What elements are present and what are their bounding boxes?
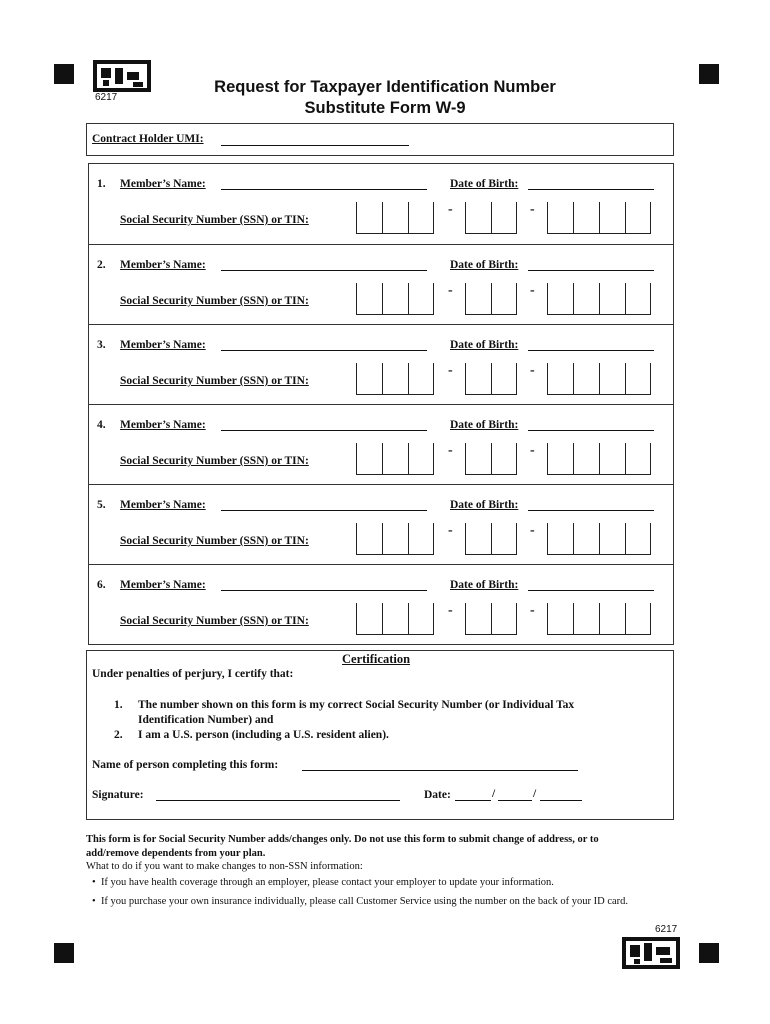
member-section <box>88 565 674 645</box>
contract-holder-label: Contract Holder UMI: <box>92 133 204 145</box>
ssn-label: Social Security Number (SSN) or TIN: <box>120 375 309 387</box>
member-number: 6. <box>97 579 106 591</box>
notes-bullet-1-text: If you have health coverage through an employer, please contact your employer to update your information. <box>100 877 554 888</box>
notes-bullet-2 <box>92 896 628 907</box>
ssn-group-1[interactable] <box>356 283 434 315</box>
ssn-label: Social Security Number (SSN) or TIN: <box>120 455 309 467</box>
date-of-birth-label: Date of Birth: <box>450 419 519 431</box>
date-year-field[interactable] <box>540 789 582 801</box>
member-number: 5. <box>97 499 106 511</box>
member-name-field[interactable] <box>221 259 427 271</box>
member-name-label: Member’s Name: <box>120 339 206 351</box>
date-of-birth-label: Date of Birth: <box>450 499 519 511</box>
ssn-group-1[interactable] <box>356 363 434 395</box>
ssn-label: Social Security Number (SSN) or TIN: <box>120 535 309 547</box>
ssn-group-2[interactable] <box>465 283 517 315</box>
date-of-birth-field[interactable] <box>528 339 654 351</box>
certification-item-2 <box>114 728 389 743</box>
member-section <box>88 325 674 405</box>
bullet-dot-icon: • <box>92 896 96 907</box>
bullet-dot-icon: • <box>92 877 96 888</box>
certification-intro: Under penalties of perjury, I certify that: <box>92 668 294 680</box>
certification-item-1 <box>114 698 575 728</box>
ssn-group-1[interactable] <box>356 443 434 475</box>
member-name-label: Member’s Name: <box>120 178 206 190</box>
date-of-birth-field[interactable] <box>528 499 654 511</box>
form-title: Request for Taxpayer Identification Number <box>214 78 556 96</box>
member-section <box>88 485 674 565</box>
date-of-birth-label: Date of Birth: <box>450 178 519 190</box>
completer-name-field[interactable] <box>302 759 578 771</box>
date-label: Date: <box>424 789 451 801</box>
signature-label: Signature: <box>92 789 144 801</box>
notes-bold-line-2: add/remove dependents from your plan. <box>86 848 266 859</box>
member-name-label: Member’s Name: <box>120 579 206 591</box>
member-name-field[interactable] <box>221 339 427 351</box>
member-number: 2. <box>97 259 106 271</box>
ssn-separator: - <box>530 283 535 298</box>
completer-name-label: Name of person completing this form: <box>92 759 279 771</box>
ssn-group-2[interactable] <box>465 202 517 234</box>
ssn-group-1[interactable] <box>356 603 434 635</box>
certification-item-1-line-1: The number shown on this form is my correct Social Security Number (or Individual Tax <box>138 699 575 711</box>
member-number: 3. <box>97 339 106 351</box>
member-name-field[interactable] <box>221 419 427 431</box>
member-name-label: Member’s Name: <box>120 499 206 511</box>
ssn-group-3[interactable] <box>547 443 651 475</box>
member-number: 1. <box>97 178 106 190</box>
ssn-label: Social Security Number (SSN) or TIN: <box>120 615 309 627</box>
ssn-group-3[interactable] <box>547 283 651 315</box>
certification-item-1-line-2: Identification Number) and <box>138 714 274 726</box>
ssn-separator: - <box>530 363 535 378</box>
ssn-separator: - <box>448 603 453 618</box>
contract-holder-box <box>86 123 674 156</box>
certification-item-1-number: 1. <box>114 699 123 711</box>
notes-intro: What to do if you want to make changes to non-SSN information: <box>86 861 363 872</box>
ssn-separator: - <box>530 202 535 217</box>
member-name-field[interactable] <box>221 579 427 591</box>
certification-item-2-text: I am a U.S. person (including a U.S. resident alien). <box>138 729 389 741</box>
notes-bullet-1 <box>92 877 554 888</box>
ssn-separator: - <box>448 202 453 217</box>
certification-heading: Certification <box>342 652 411 666</box>
ssn-group-2[interactable] <box>465 523 517 555</box>
registration-mark-bottom-right <box>699 943 719 963</box>
ssn-group-2[interactable] <box>465 443 517 475</box>
ssn-group-3[interactable] <box>547 202 651 234</box>
date-day-field[interactable] <box>498 789 532 801</box>
member-section <box>88 163 674 245</box>
member-name-field[interactable] <box>221 499 427 511</box>
form-code-bottom: 6217 <box>655 924 678 935</box>
member-name-label: Member’s Name: <box>120 259 206 271</box>
member-section <box>88 405 674 485</box>
member-name-label: Member’s Name: <box>120 419 206 431</box>
date-separator-2: / <box>533 788 537 800</box>
ssn-group-1[interactable] <box>356 523 434 555</box>
ssn-group-3[interactable] <box>547 603 651 635</box>
ssn-label: Social Security Number (SSN) or TIN: <box>120 214 309 226</box>
date-of-birth-field[interactable] <box>528 419 654 431</box>
date-of-birth-label: Date of Birth: <box>450 579 519 591</box>
ssn-group-1[interactable] <box>356 202 434 234</box>
ssn-separator: - <box>448 283 453 298</box>
ssn-group-2[interactable] <box>465 363 517 395</box>
signature-field[interactable] <box>156 789 400 801</box>
form-barcode-bottom <box>622 937 680 969</box>
ssn-group-3[interactable] <box>547 523 651 555</box>
ssn-separator: - <box>448 443 453 458</box>
ssn-separator: - <box>530 523 535 538</box>
certification-item-2-number: 2. <box>114 729 123 741</box>
notes-bullet-2-text: If you purchase your own insurance individually, please call Customer Service using the number on the back of your ID card. <box>100 896 629 907</box>
ssn-group-3[interactable] <box>547 363 651 395</box>
date-of-birth-label: Date of Birth: <box>450 339 519 351</box>
ssn-separator: - <box>530 443 535 458</box>
member-name-field[interactable] <box>221 178 427 190</box>
date-of-birth-field[interactable] <box>528 259 654 271</box>
form-subtitle: Substitute Form W-9 <box>304 99 466 117</box>
ssn-group-2[interactable] <box>465 603 517 635</box>
ssn-separator: - <box>448 523 453 538</box>
date-of-birth-label: Date of Birth: <box>450 259 519 271</box>
date-of-birth-field[interactable] <box>528 579 654 591</box>
registration-mark-bottom-left <box>54 943 74 963</box>
ssn-label: Social Security Number (SSN) or TIN: <box>120 295 309 307</box>
member-section <box>88 245 674 325</box>
form-code-top: 6217 <box>95 92 118 103</box>
date-of-birth-field[interactable] <box>528 178 654 190</box>
ssn-separator: - <box>448 363 453 378</box>
ssn-separator: - <box>530 603 535 618</box>
date-month-field[interactable] <box>455 789 491 801</box>
date-separator-1: / <box>492 788 496 800</box>
contract-holder-field[interactable] <box>221 134 409 146</box>
notes-bold-line-1: This form is for Social Security Number adds/changes only. Do not use this form to submit change of address, or to <box>86 834 599 845</box>
member-number: 4. <box>97 419 106 431</box>
